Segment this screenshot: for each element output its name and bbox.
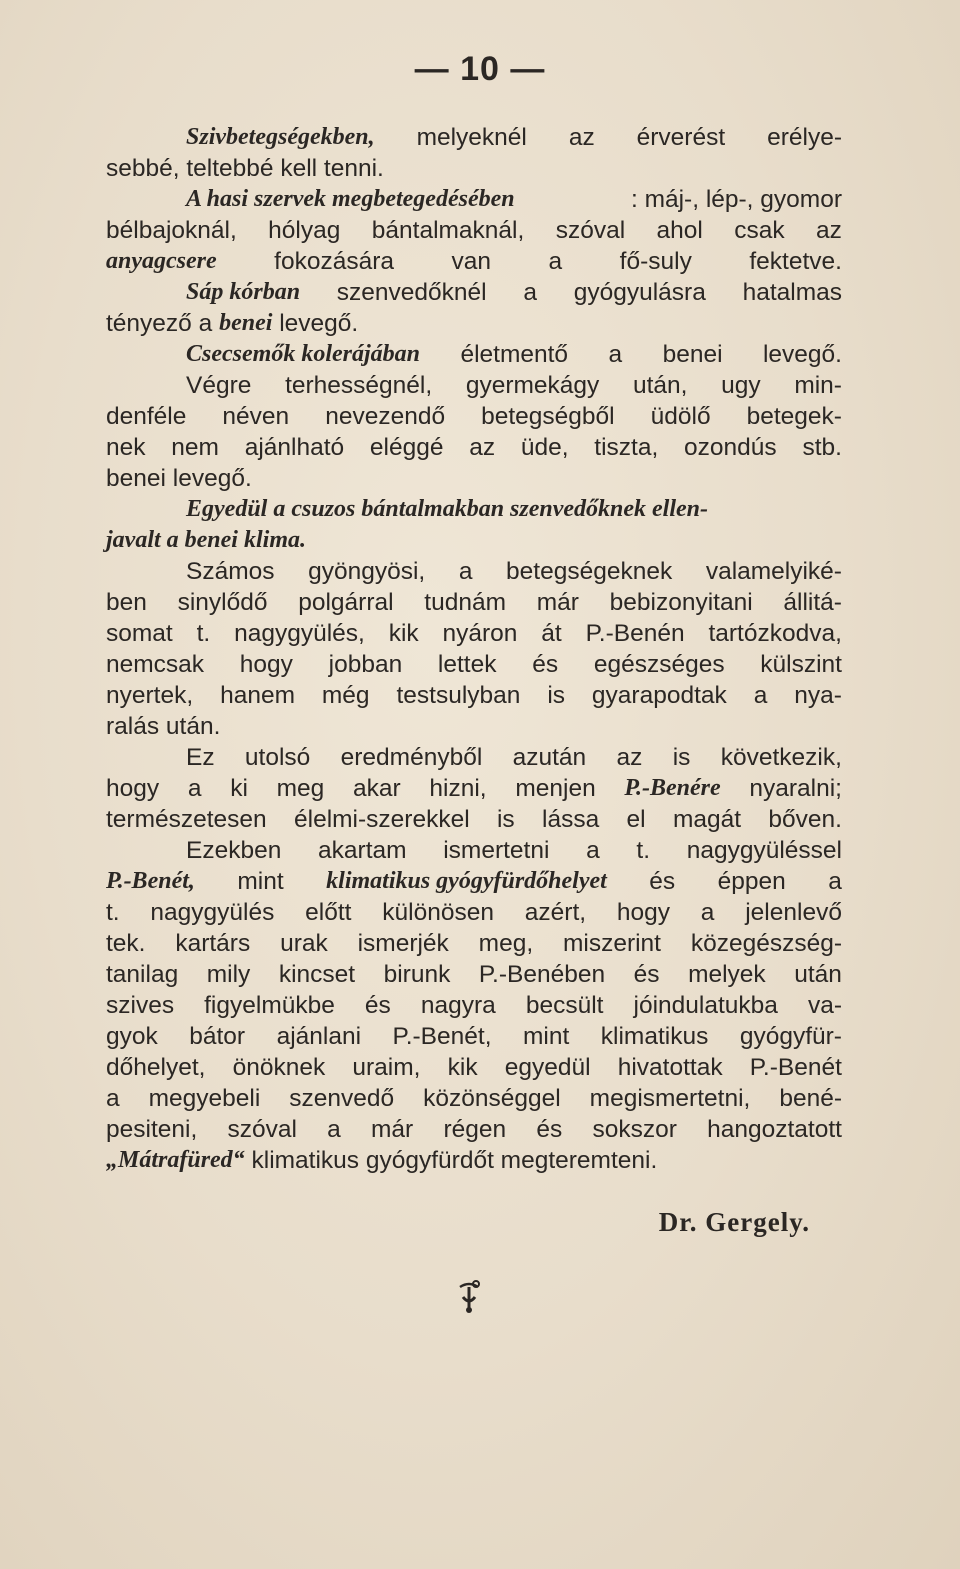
word: egyedül [504,1054,591,1081]
word: dőhelyet, [106,1054,206,1081]
word: jelenlevő [745,899,842,926]
word: hivatottak [617,1054,723,1081]
word: sebbé, teltebbé kell tenni. [106,155,384,182]
text-line [106,401,842,432]
word: szóval [555,217,626,244]
word: még [321,682,370,709]
word: közegészség- [690,930,842,957]
word: menjen [515,775,596,802]
word: egészséges [593,651,725,678]
word: a [828,868,842,895]
word: hogy [239,651,293,678]
word: birunk [383,961,451,988]
text-line [106,990,842,1021]
text-line [106,184,842,215]
word: betegek- [746,403,842,430]
word: és [364,992,391,1019]
word: régen [443,1116,507,1143]
word: az [616,744,643,771]
text-line [106,1052,842,1083]
word: erélye- [767,124,842,151]
word: ajánlható [244,434,345,461]
word: kincset [278,961,356,988]
word: és [633,961,660,988]
word: gyarapodtak [591,682,727,709]
word: P.-Benén [585,620,685,647]
emphasis-text: anyagcsere [106,248,217,274]
word: ajánlani [276,1023,362,1050]
word: t. [196,620,211,647]
word: életmentő [460,341,569,368]
word: nagygyüléssel [686,837,842,864]
word: melyek [688,961,766,988]
text-line [106,246,842,277]
word: lássa [542,806,600,833]
word: és [532,651,559,678]
word: eredményből [340,744,483,771]
emphasis-text: P.-Benét, [106,868,195,894]
text-line [106,370,842,401]
word: stb. [802,434,842,461]
word: néven [222,403,290,430]
text-line [106,339,842,370]
word: is [547,682,566,709]
word: kartárs [175,930,251,957]
word: ki [230,775,248,802]
word: előtt [305,899,352,926]
word: mint [523,1023,570,1050]
text-line [106,432,842,463]
text-line [106,742,842,773]
word: benei levegő. [106,465,252,492]
word: már [371,1116,414,1143]
word: a [700,899,715,926]
word: csak [734,217,785,244]
word: polgárral [298,589,394,616]
text-line [106,773,842,804]
word: terhességnél, [285,372,433,399]
emphasis-text: Egyedül a csuzos bántalmakban szenvedőknek ellen- [186,496,709,522]
word: hólyag [268,217,341,244]
word: jobban [328,651,403,678]
word: külszint [760,651,842,678]
emphasis-text: klimatikus gyógyfürdőhelyet [326,868,607,894]
word: P.-Benét, [392,1023,492,1050]
word: szenvedőknél [336,279,487,306]
word: már [536,589,579,616]
word: fokozására [274,248,394,275]
word: melyeknél [416,124,527,151]
word: a [106,1085,120,1112]
text-line [106,835,842,866]
word: bebizonyitani [609,589,753,616]
body-text [106,122,842,1176]
word: után, [632,372,688,399]
word: Ezekben [186,837,282,864]
word: ismertetni [443,837,550,864]
word: a [187,775,202,802]
word: ahol [656,217,703,244]
word: közönséggel [423,1085,561,1112]
word: levegő. [272,310,359,337]
word: eléggé [369,434,444,461]
word: nek [106,434,146,461]
word: azért, [524,899,587,926]
word: bántalmaknál, [371,217,525,244]
emphasis-text: P.-Benére [624,775,721,801]
word: Végre [186,372,252,399]
word: meg [276,775,325,802]
word: jóindulatukba [633,992,778,1019]
text-line [106,525,842,556]
word: Ez [186,744,215,771]
word: meg, [478,930,534,957]
emphasis-text: „Mátrafüred“ [106,1147,245,1173]
word: fő-suly [619,248,692,275]
word: magát [672,806,742,833]
word: P.-Benét [749,1054,842,1081]
word: tartózkodva, [708,620,842,647]
word: ben [106,589,147,616]
word: a [548,248,563,275]
word: élelmi-szerekkel [294,806,470,833]
word: szenvedő [289,1085,395,1112]
word: megismertetni, [589,1085,751,1112]
word: bátor [189,1023,246,1050]
word: va- [807,992,842,1019]
word: a [458,558,473,585]
word: lettek [437,651,497,678]
word: érverést [636,124,726,151]
word: nemcsak [106,651,205,678]
word: levegő. [762,341,842,368]
text-line [106,711,842,742]
word: nyáron [442,620,518,647]
text-line [106,959,842,990]
word: és [649,868,676,895]
word: nevezendő [325,403,446,430]
text-line [106,928,842,959]
word: el [626,806,646,833]
word: különösen [382,899,494,926]
word: nyertek, [106,682,194,709]
word: át [541,620,562,647]
word: gyermekágy [465,372,600,399]
emphasis-text: Szivbetegségekben, [186,124,375,150]
word: szives [106,992,175,1019]
word: gyógyulásra [573,279,706,306]
word: üde, [520,434,569,461]
word: nagygyülés, [234,620,365,647]
word: min- [794,372,842,399]
word: természetesen [106,806,267,833]
word: ugy [721,372,761,399]
word: a [523,279,537,306]
word: sokszor [592,1116,677,1143]
word: betegségeknek [506,558,673,585]
word: t. [106,899,120,926]
emphasis-text: benei [219,310,273,336]
word: is [496,806,515,833]
text-line [106,649,842,680]
word: tanilag [106,961,179,988]
word: somat [106,620,173,647]
word: testsulyban [396,682,521,709]
word: tényező a [106,310,220,337]
word: ozondús [684,434,777,461]
word: az [816,217,842,244]
text-line [106,1021,842,1052]
text-line [106,122,842,153]
text-line [106,680,842,711]
text-line [106,1145,842,1176]
word: tiszta, [594,434,659,461]
emphasis-text: Csecsemők kolerájában [186,341,420,367]
emphasis-text: A hasi szervek megbetegedésében [186,186,515,212]
word: uraim, [352,1054,421,1081]
signature: Dr. Gergely. [658,1207,810,1237]
word: ismerjék [357,930,449,957]
word: mily [206,961,251,988]
word: tudnám [424,589,506,616]
word: nyaralni; [749,775,842,802]
text-line [106,1114,842,1145]
word: kik [388,620,419,647]
text-line [106,153,842,184]
word: hogy [616,899,670,926]
page-number: — 10 — [414,50,546,88]
word: a [586,837,600,864]
word: fektetve. [749,248,842,275]
word: nagygyülés [150,899,275,926]
text-line [106,618,842,649]
word: miszerint [562,930,661,957]
word: akartam [318,837,407,864]
word: hanem [220,682,295,709]
word: P.-Benében [478,961,606,988]
word: és [536,1116,563,1143]
word: az [568,124,595,151]
word: van [451,248,492,275]
word: állitá- [783,589,842,616]
word: nya- [794,682,842,709]
word: önöknek [232,1054,326,1081]
word: éppen [717,868,786,895]
word: kik [447,1054,478,1081]
word: pesiteni, [106,1116,198,1143]
ornament-icon [454,1275,484,1315]
text-line [106,277,842,308]
word: Számos [186,558,275,585]
word: nagyra [420,992,496,1019]
word: szóval [227,1116,297,1143]
word: az [469,434,496,461]
word: : máj-, lép-, gyomor [630,186,842,213]
word: tek. [106,930,146,957]
emphasis-text: Sáp kórban [186,279,301,305]
word: betegségből [481,403,615,430]
text-line [106,804,842,835]
word: nem [171,434,219,461]
word: urak [280,930,328,957]
text-line [106,494,842,525]
word: valamelyiké- [705,558,842,585]
word: is [672,744,691,771]
word: a [608,341,623,368]
word: gyógyfür- [739,1023,842,1050]
word: hatalmas [742,279,842,306]
emphasis-text: javalt a benei klima. [106,527,306,553]
word: azután [512,744,587,771]
text-line [106,215,842,246]
word: bőven. [768,806,842,833]
word: ralás után. [106,713,221,740]
word: gyok [106,1023,158,1050]
word: hizni, [429,775,487,802]
word: utolsó [244,744,311,771]
text-line [106,587,842,618]
text-line [106,866,842,897]
word: hangoztatott [707,1116,842,1143]
word: figyelmükbe [204,992,335,1019]
word: gyöngyösi, [308,558,426,585]
word: következik, [720,744,842,771]
text-line [106,897,842,928]
word: denféle [106,403,187,430]
word: a [753,682,768,709]
word: benei [662,341,723,368]
word: bélbajoknál, [106,217,237,244]
word: mint [237,868,284,895]
word: becsült [525,992,604,1019]
word: hogy [106,775,160,802]
text-line [106,556,842,587]
word: klimatikus [600,1023,709,1050]
word: üdölő [650,403,711,430]
word: klimatikus gyógyfürdőt megteremteni. [244,1147,658,1174]
word: t. [636,837,651,864]
text-line [106,308,842,339]
word: a [327,1116,341,1143]
text-line [106,463,842,494]
word: sinylődő [177,589,268,616]
word: akar [353,775,401,802]
word: bené- [779,1085,842,1112]
text-line [106,1083,842,1114]
word: megyebeli [148,1085,261,1112]
word: után [794,961,842,988]
